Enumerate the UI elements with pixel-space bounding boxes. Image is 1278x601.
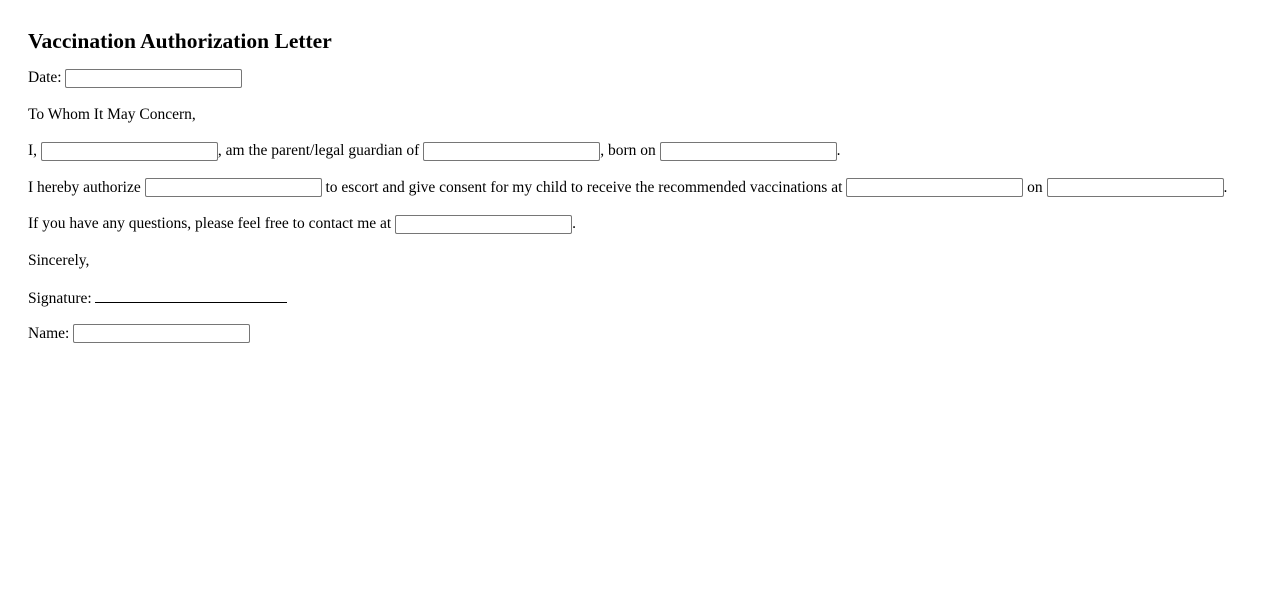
contact-prefix: If you have any questions, please feel free to contact me at (28, 215, 392, 232)
authorized-person-input[interactable] (145, 178, 322, 197)
closing: Sincerely, (28, 251, 90, 269)
salutation: To Whom It May Concern, (28, 105, 196, 123)
vaccination-date-input[interactable] (1047, 178, 1224, 197)
authorize-prefix: I hereby authorize (28, 178, 141, 196)
vaccination-location-input[interactable] (846, 178, 1023, 197)
authorize-line-end: . (1223, 178, 1228, 196)
date-label: Date: (28, 69, 62, 86)
closing-line (28, 250, 1278, 272)
guardian-prefix: I, (28, 142, 38, 159)
signature-label: Signature: (28, 290, 92, 307)
authorize-on-text: on (1027, 178, 1043, 196)
contact-line (28, 213, 1278, 235)
authorize-middle-text: to escort and give consent for my child to receive the recommended vaccinations at (325, 178, 843, 196)
name-line (28, 323, 1278, 345)
child-name-input[interactable] (423, 142, 600, 161)
name-input[interactable] (73, 324, 250, 343)
page-title: Vaccination Authorization Letter (28, 29, 332, 53)
guardian-middle-text: , am the parent/legal guardian of (217, 142, 420, 159)
born-on-text: , born on (600, 142, 656, 159)
salutation-line (28, 104, 1278, 126)
signature-underline (95, 286, 287, 303)
guardian-line-end: . (836, 142, 841, 159)
date-input[interactable] (65, 69, 242, 88)
signature-line (28, 286, 1278, 308)
name-label: Name: (28, 324, 70, 342)
date-line (28, 67, 1278, 89)
guardian-line (28, 140, 1278, 162)
guardian-name-input[interactable] (41, 142, 218, 161)
contact-line-end: . (572, 215, 576, 232)
birth-date-input[interactable] (660, 142, 837, 161)
authorize-line (28, 177, 1278, 199)
contact-input[interactable] (395, 215, 572, 234)
